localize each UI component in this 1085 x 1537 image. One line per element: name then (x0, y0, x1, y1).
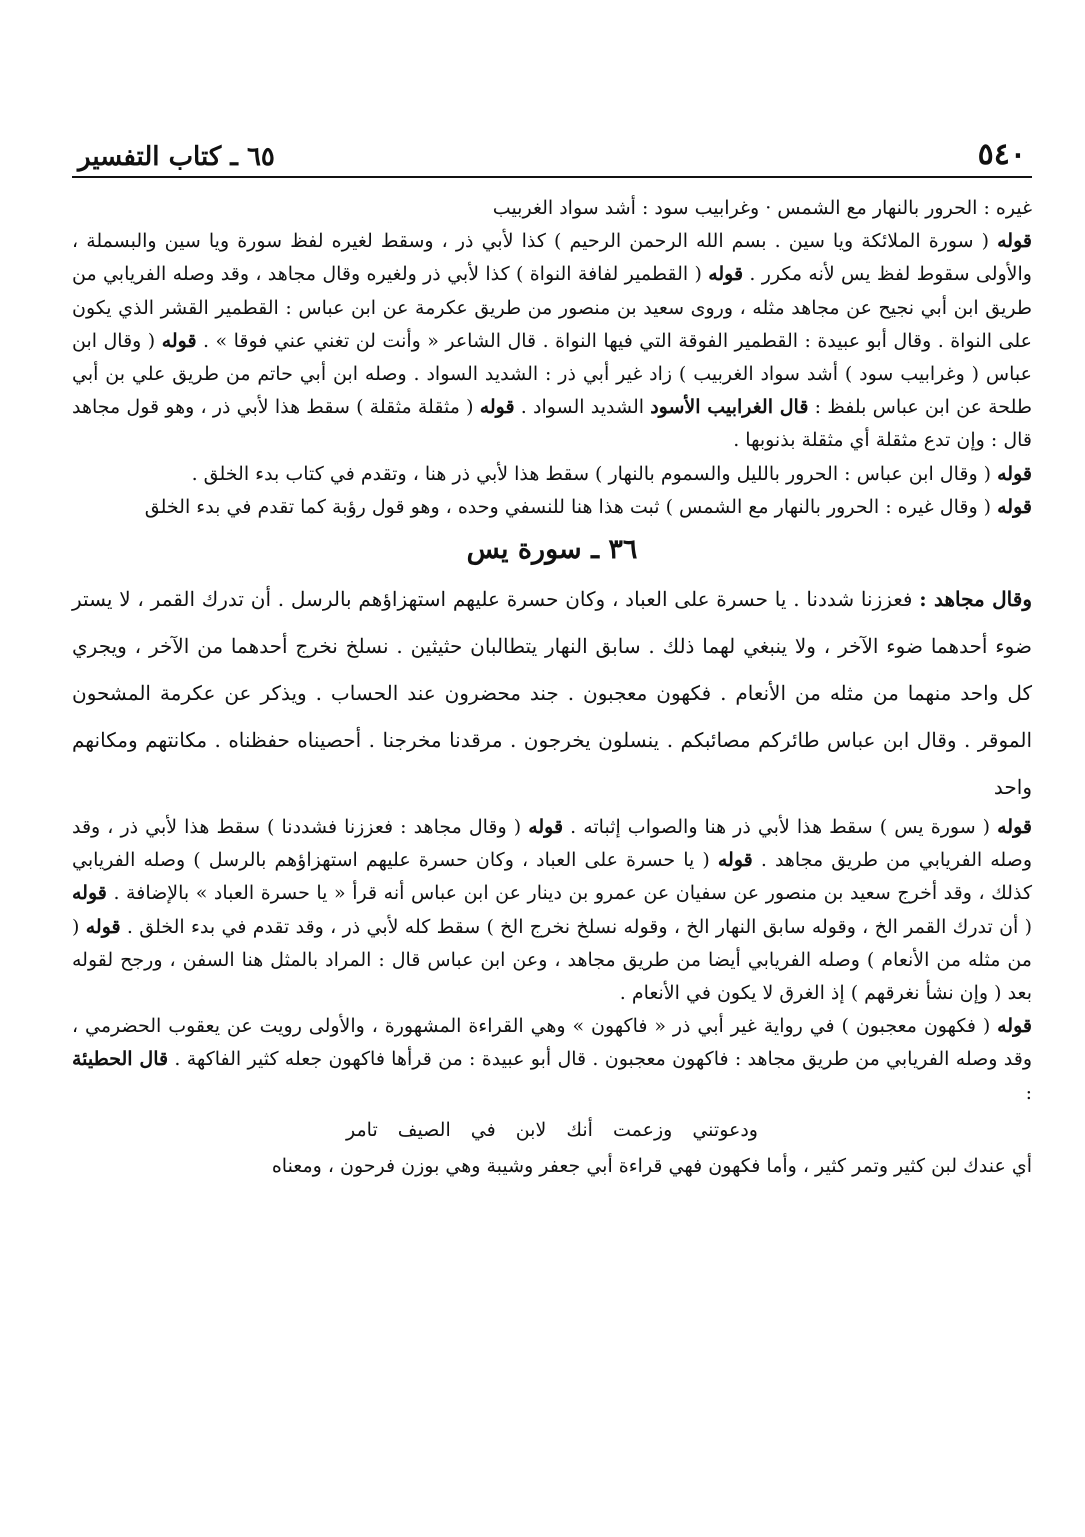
keyword: قوله (997, 230, 1032, 253)
paragraph-qatmir (72, 225, 1032, 457)
page-header (72, 132, 1032, 172)
poetry-verse: ودعوتني وزعمت أنك لابن في الصيف تامر (346, 1118, 758, 1141)
paragraph-text: ( وقال ابن عباس : الحرور بالليل والسموم بالنهار ) سقط هذا لأبي ذر هنا ، وتقدم في كتاب بدء الخلق . (191, 462, 998, 485)
paragraph-final (72, 1150, 1032, 1183)
paragraph-text: ( مثقلة مثقلة ) سقط هذا لأبي ذر ، وهو قول مجاهد قال : وإن تدع مثقلة أي مثقلة بذنوبها . (72, 396, 1032, 452)
keyword: قوله (85, 915, 121, 938)
section-title: ٣٦ ـ سورة يس (466, 534, 638, 566)
document-page (72, 132, 1032, 1183)
paragraph-text: فعززنا شددنا . يا حسرة على العباد ، وكان حسرة عليهم استهزاؤهم بالرسل . أن تدرك القمر ، لا يستر ضوء أحدهما ضوء الآخر ، ولا ينبغي لهما ذلك . سابق النهار يتطالبان حثيثين . نسلخ نخرج أحدهما من الآخر ، ويجري كل واحد منهما من مثله من الأنعام . فكهون معجبون . جند محضرون عند الحساب . ويذكر عن عكرمة المشحون الموقر . وقال ابن عباس طائركم مصائبكم . ينسلون يخرجون . مرقدنا مخرجنا . أحصيناه حفظناه . مكانتهم ومكانهم واحد (72, 587, 1032, 800)
keyword: وقال مجاهد : (919, 587, 1032, 612)
keyword: قوله (528, 816, 564, 839)
keyword: قوله (708, 263, 744, 286)
paragraph-text: ( القطمير لفافة النواة ) كذا لأبي ذر ولغيره وقال مجاهد ، وقد وصله الفريابي من طريق ابن أبي نجيح عن مجاهد مثله ، وروى سعيد بن منصور من طريق عكرمة عن ابن عباس : القطمير القشر الذي يكون على النواة . وقال أبو عبيدة : القطمير الفوقة التي فيها النواة . قال الشاعر « وأنت لن تغني عني فوقا » . (72, 263, 1032, 352)
paragraph-ghayruh (72, 491, 1032, 524)
running-title: ٦٥ ـ كتاب التفسير (78, 142, 275, 172)
paragraph-text: ( يا حسرة على العباد ، وكان حسرة عليهم استهزاؤهم بالرسل ) وصله الفريابي كذلك ، وقد أخرج سعيد بن منصور عن سفيان عن عمرو بن دينار عن ابن عباس أنه قرأ « يا حسرة العباد » بالإضافة . (72, 849, 1032, 905)
keyword: قوله (161, 329, 197, 352)
keyword: قال الحطيئة (72, 1048, 169, 1071)
paragraph-text: ( وقال مجاهد : فعززنا فشددنا ) سقط هذا لأبي ذر ، وقد وصله الفريابي من طريق مجاهد . (72, 816, 1032, 872)
paragraph-text: ( وقال ابن عباس ( وغرابيب سود ) أشد سواد الغربيب ) زاد غير أبي ذر : الشديد السواد . وصله ابن أبي حاتم من طريق علي بن أبي طلحة عن ابن عباس بلفظ : (72, 329, 1032, 419)
paragraph-text: ( سورة الملائكة ويا سين . بسم الله الرحمن الرحيم ) كذا لأبي ذر ، وسقط لغيره لفظ سورة ويا سين والبسملة ، والأولى سقوط لفظ يس لأنه مكرر . (72, 230, 1032, 286)
paragraph-fakihun (72, 1010, 1032, 1110)
keyword: قوله (997, 816, 1032, 839)
page-number: ٥٤٠ (977, 137, 1026, 172)
keyword: قوله (72, 882, 107, 905)
keyword: قوله (997, 462, 1032, 485)
paragraph-text: ( فكهون معجبون ) في رواية غير أبي ذر « فاكهون » وهي القراءة المشهورة ، والأولى رويت عن يعقوب الحضرمي ، وقد وصله الفريابي من طريق مجاهد : فاكهون معجبون . قال أبو عبيدة : من قرأها فاكهون جعله كثير الفاكهة . (72, 1015, 1032, 1071)
quran-block (72, 576, 1032, 811)
paragraph-text: ( من مثله من الأنعام ) وصله الفريابي أيضا من طريق مجاهد ، وعن ابن عباس قال : المراد بالمثل هنا السفن ، ورجح لقوله بعد ( وإن نشأ نغرقهم ) إذ الغرق لا يكون في الأنعام . (72, 915, 1032, 1005)
paragraph-harur (72, 458, 1032, 491)
paragraph-yasin-commentary (72, 811, 1032, 1010)
keyword: قوله (997, 495, 1032, 518)
intro-line: غيره : الحرور بالنهار مع الشمس · وغرابيب سود : أشد سواد الغربيب (492, 197, 1032, 219)
header-rule (72, 176, 1032, 178)
paragraph-text: الشديد السواد . (514, 396, 651, 419)
keyword: قوله (997, 1015, 1032, 1038)
paragraph-text: أي عندك لبن كثير وتمر كثير ، وأما فكهون فهي قراءة أبي جعفر وشيبة وهي بوزن فرحون ، ومعناه (271, 1154, 1032, 1177)
paragraph-text: : (1025, 1081, 1032, 1104)
paragraph-text: ( وقال غيره : الحرور بالنهار مع الشمس ) ثبت هذا هنا للنسفي وحده ، وهو قول رؤبة كما تقدم في بدء الخلق (144, 495, 998, 518)
keyword: قوله (479, 396, 515, 419)
keyword: قوله (717, 849, 753, 872)
keyword: قال الغرابيب الأسود (650, 396, 809, 419)
paragraph-text: ( أن تدرك القمر الخ ، وقوله سابق النهار الخ ، وقوله نسلخ نخرج الخ ) سقط كله لأبي ذر ، وقد تقدم في بدء الخلق . (120, 915, 1033, 938)
paragraph-text: ( سورة يس ) سقط هذا لأبي ذر هنا والصواب إثباته . (563, 816, 998, 839)
